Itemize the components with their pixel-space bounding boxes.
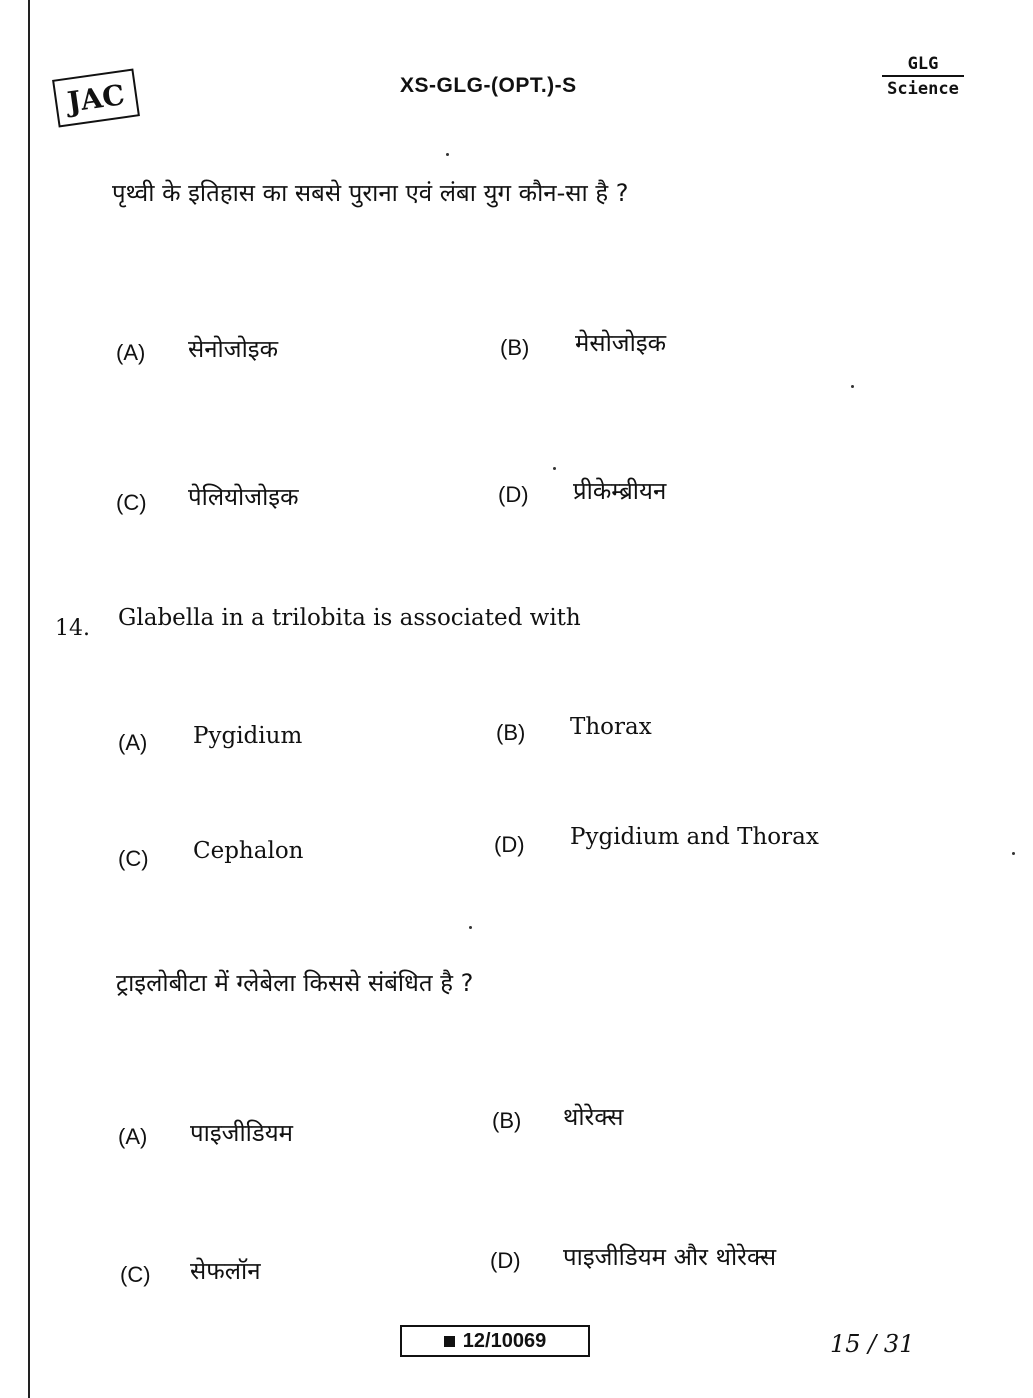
- scan-speck: [446, 153, 449, 156]
- binding-edge-line: [28, 0, 30, 1398]
- paper-code: XS-GLG-(OPT.)-S: [400, 74, 577, 97]
- q14h-option-b-label: (B): [492, 1108, 522, 1133]
- q14-option-a-text: Pygidium: [193, 723, 303, 749]
- q13-option-b-label: (B): [500, 335, 530, 360]
- q14-hindi-question: ट्राइलोबीटा में ग्लेबेला किससे संबंधित है ?: [116, 969, 474, 997]
- q14-option-a-label: (A): [118, 730, 148, 755]
- scan-speck: [553, 467, 556, 470]
- q13-option-a-label: (A): [116, 340, 146, 365]
- page-number: 15 / 31: [830, 1330, 915, 1358]
- q14h-option-c-text: सेफलॉन: [190, 1257, 261, 1285]
- q14-option-b-text: Thorax: [570, 714, 652, 740]
- booklet-code: 12/10069: [462, 1329, 547, 1352]
- q14-option-b-label: (B): [496, 720, 526, 745]
- q13-option-d-label: (D): [498, 482, 529, 507]
- q14-question: Glabella in a trilobita is associated with: [118, 605, 581, 631]
- square-bullet-icon: [444, 1336, 455, 1347]
- q14-option-d-label: (D): [494, 832, 525, 857]
- q14-option-c-label: (C): [118, 846, 149, 871]
- subject-name: Science: [887, 79, 959, 99]
- subject-code: GLG: [882, 54, 964, 77]
- q13-option-b-text: मेसोजोइक: [575, 329, 667, 357]
- q14h-option-a-label: (A): [118, 1124, 148, 1149]
- q13-hindi-question: पृथ्वी के इतिहास का सबसे पुराना एवं लंबा युग कौन-सा है ?: [112, 179, 629, 207]
- booklet-code-box: [400, 1325, 590, 1357]
- q14h-option-b-text: थोरेक्स: [563, 1103, 624, 1131]
- q13-option-a-text: सेनोजोइक: [188, 335, 278, 363]
- q14-number: 14.: [55, 616, 90, 641]
- q13-option-d-text: प्रीकेम्ब्रीयन: [573, 477, 667, 505]
- q13-option-c-text: पेलियोजोइक: [188, 483, 299, 511]
- q14-option-c-text: Cephalon: [193, 838, 304, 864]
- jac-logo-text: JAC: [65, 77, 127, 119]
- scan-speck: [469, 926, 472, 929]
- jac-logo-box: [52, 69, 140, 128]
- q13-option-c-label: (C): [116, 490, 147, 515]
- q14-option-d-text: Pygidium and Thorax: [570, 824, 819, 850]
- scan-speck: [1012, 852, 1015, 855]
- q14h-option-d-text: पाइजीडियम और थोरेक्स: [563, 1243, 777, 1271]
- subject-block: [882, 54, 964, 99]
- q14h-option-a-text: पाइजीडियम: [190, 1119, 293, 1147]
- scan-speck: [851, 385, 854, 388]
- q14h-option-c-label: (C): [120, 1262, 151, 1287]
- q14h-option-d-label: (D): [490, 1248, 521, 1273]
